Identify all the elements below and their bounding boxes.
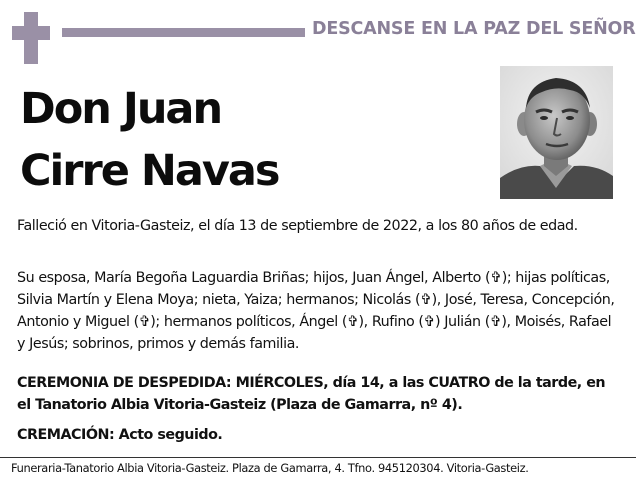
cross-icon — [0, 0, 60, 66]
cremation-text: CREMACIÓN: Acto seguido. — [17, 427, 223, 443]
header-title: DESCANSE EN LA PAZ DEL SEÑOR — [312, 19, 636, 39]
deceased-name-line2: Cirre Navas — [20, 146, 279, 196]
deceased-portrait — [500, 66, 613, 199]
family-text: Su esposa, María Begoña Laguardia Briñas; hijos, Juan Ángel, Alberto (✞); hijas políticas, Silvia Martín y Elena Moya; nieta, Yaiza; hermanos; Nicolás (✞), José, Teresa, Concepción, Antonio y Miguel (✞); hermanos políticos, Ángel (✞), Rufino (✞) Julián (✞), Moisés, Rafael y Jesús; sobrinos, primos y demás familia. — [17, 270, 615, 352]
deceased-name-line1: Don Juan — [20, 84, 222, 134]
header-divider-bar — [62, 28, 305, 37]
funeral-home-footer: Funeraria-Tanatorio Albia Vitoria-Gasteiz. Plaza de Gamarra, 4. Tfno. 945120304. Vitoria-Gasteiz. — [11, 461, 529, 475]
footer-divider — [0, 457, 636, 458]
ceremony-text: CEREMONIA DE DESPEDIDA: MIÉRCOLES, día 14, a las CUATRO de la tarde, en el Tanatorio Albia Vitoria-Gasteiz (Plaza de Gamarra, nº 4). — [17, 375, 606, 413]
death-notice-text: Falleció en Vitoria-Gasteiz, el día 13 de septiembre de 2022, a los 80 años de edad. — [17, 218, 578, 234]
